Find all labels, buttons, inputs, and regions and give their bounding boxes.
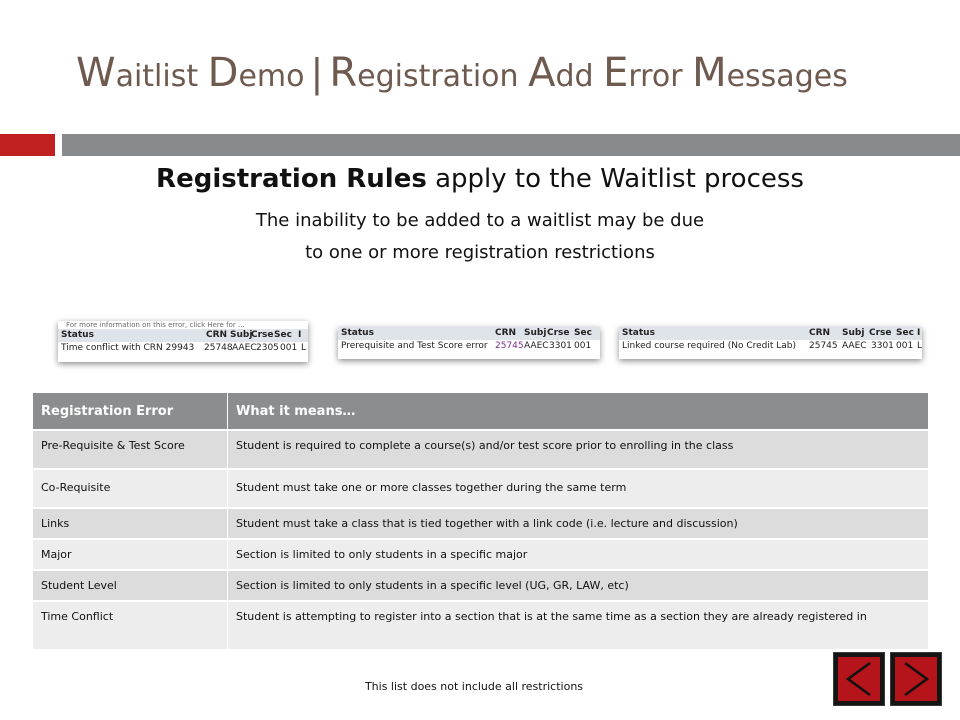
error-screenshot-linked-course xyxy=(619,327,922,359)
triangle-left-icon xyxy=(838,657,880,701)
table-row xyxy=(33,430,929,469)
error-cell: Co-Requisite xyxy=(33,469,228,508)
crn-link[interactable]: 25745 xyxy=(495,341,524,351)
description-line-1: The inability to be added to a waitlist may be due xyxy=(255,210,705,231)
column-header-error: Registration Error xyxy=(33,393,228,430)
subtitle xyxy=(0,164,960,194)
meaning-cell: Student is required to complete a course(s) and/or test score prior to enrolling in the class xyxy=(228,430,929,469)
meaning-cell: Section is limited to only students in a specific level (UG, GR, LAW, etc) xyxy=(228,570,929,601)
error-screenshot-prerequisite xyxy=(338,327,600,359)
meaning-cell: Section is limited to only students in a specific major xyxy=(228,539,929,570)
table-row xyxy=(33,508,929,539)
footnote: This list does not include all restrictions xyxy=(364,680,584,693)
snippet-header-row: Status CRN Subj Crse Sec I xyxy=(619,327,922,340)
meaning-cell: Student must take one or more classes together during the same term xyxy=(228,469,929,508)
table-header-row xyxy=(33,393,929,430)
snippet-header-row: Status CRN Subj Crse Sec I xyxy=(58,329,308,342)
accent-bar-gray xyxy=(62,134,960,156)
column-header-meaning: What it means… xyxy=(228,393,929,430)
error-cell: Time Conflict xyxy=(33,601,228,649)
error-screenshot-time-conflict xyxy=(58,321,308,362)
next-slide-button[interactable] xyxy=(890,652,942,706)
snippet-faded-text: For more information on this error, click Here for ... xyxy=(66,321,245,329)
meaning-cell: Student must take a class that is tied together with a link code (i.e. lecture and discussion) xyxy=(228,508,929,539)
snippet-header-row: Status CRN Subj Crse Sec xyxy=(338,327,600,340)
error-cell: Pre-Requisite & Test Score xyxy=(33,430,228,469)
table-row xyxy=(33,469,929,508)
triangle-right-icon xyxy=(895,657,937,701)
registration-errors-table xyxy=(33,393,929,649)
error-cell: Links xyxy=(33,508,228,539)
error-cell: Student Level xyxy=(33,570,228,601)
description-line-2: to one or more registration restrictions xyxy=(305,242,655,263)
meaning-cell: Student is attempting to register into a section that is at the same time as a section they are already registered in xyxy=(228,601,929,649)
table-row xyxy=(33,539,929,570)
subtitle-bold: Registration Rules xyxy=(156,164,427,194)
table-row xyxy=(33,570,929,601)
error-cell: Major xyxy=(33,539,228,570)
snippet-data-row: Linked course required (No Credit Lab) 25745 AAEC 3301 001 L xyxy=(622,341,922,351)
snippet-data-row: Prerequisite and Test Score error 25745 AAEC 3301 001 xyxy=(341,341,592,351)
previous-slide-button[interactable] xyxy=(833,652,885,706)
slide-title: Waitlist Demo | Registration Add Error Messages xyxy=(76,50,848,96)
subtitle-rest: apply to the Waitlist process xyxy=(426,164,804,194)
snippet-data-row: Time conflict with CRN 29943 25748 AAEC 2305 001 L xyxy=(61,343,307,353)
accent-bar-red xyxy=(0,134,55,156)
table-row xyxy=(33,601,929,649)
